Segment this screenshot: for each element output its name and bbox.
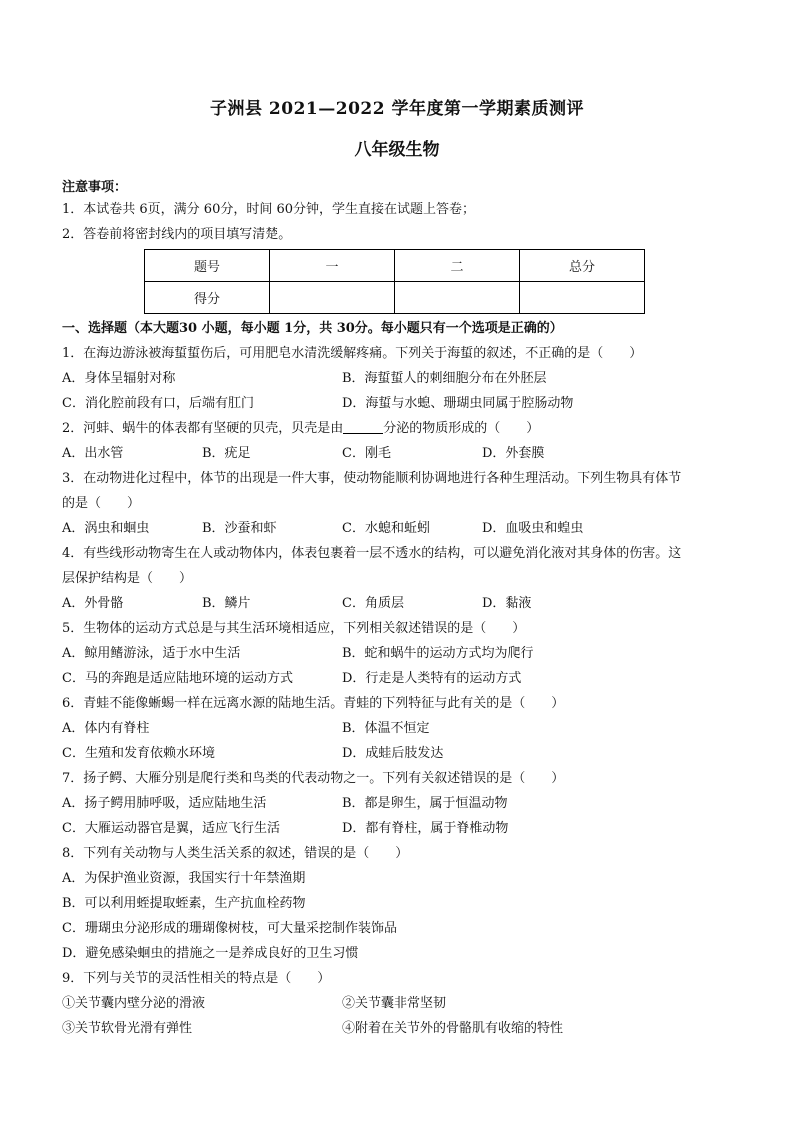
question-stem: 3．在动物进化过程中，体节的出现是一件大事，使动物能顺利协调地进行各种生理活动。下列生物具有体节 (62, 471, 682, 486)
option: D．成蛙后肢发达 (342, 746, 444, 761)
score-header-cell: 总分 (520, 250, 645, 282)
question-stem: 6．青蛙不能像蜥蜴一样在远离水源的陆地生活。青蛙的下列特征与此有关的是（ ） (62, 696, 565, 711)
option: D．血吸虫和蝗虫 (482, 521, 584, 536)
option: C．消化腔前段有口，后端有肛门 (62, 396, 254, 411)
exam-title: 子洲县 2021—2022 学年度第一学期素质测评 (210, 99, 584, 119)
option: B．沙蚕和虾 (202, 521, 277, 536)
option: C．生殖和发育依赖水环境 (62, 746, 215, 761)
option: A．身体呈辐射对称 (62, 371, 176, 386)
option-row (62, 816, 732, 841)
option: A．为保护渔业资源，我国实行十年禁渔期 (62, 871, 306, 886)
notice-heading: 注意事项： (62, 180, 128, 195)
option: C．刚毛 (342, 446, 391, 461)
option: A．外骨骼 (62, 596, 124, 611)
option-row (62, 791, 732, 816)
option: B．可以利用蛭提取蛭素，生产抗血栓药物 (62, 896, 306, 911)
option: C．角质层 (342, 596, 404, 611)
option: D．行走是人类特有的运动方式 (342, 671, 522, 686)
option-row (62, 391, 732, 416)
option-row (62, 741, 732, 766)
option: ①关节囊内壁分泌的滑液 (62, 996, 206, 1011)
option: C．马的奔跑是适应陆地环境的运动方式 (62, 671, 293, 686)
option: B．疣足 (202, 446, 251, 461)
option: B．蛇和蜗牛的运动方式均为爬行 (342, 646, 534, 661)
score-cell[interactable] (270, 282, 395, 314)
option: C．珊瑚虫分泌形成的珊瑚像树枝，可大量采挖制作装饰品 (62, 921, 397, 936)
option: D．外套膜 (482, 446, 545, 461)
score-row-label: 得分 (145, 282, 270, 314)
option: B．海蜇蜇人的刺细胞分布在外胚层 (342, 371, 547, 386)
option-row (62, 716, 732, 741)
answer-blank (343, 419, 383, 434)
option: D．海蜇与水螅、珊瑚虫同属于腔肠动物 (342, 396, 574, 411)
section-heading: 一、选择题（本大题30 小题，每小题 1分，共 30分。每小题只有一个选项是正确的） (62, 321, 563, 336)
score-table-header-row (145, 250, 645, 282)
question-stem: 1．在海边游泳被海蜇蜇伤后，可用肥皂水清洗缓解疼痛。下列关于海蜇的叙述，不正确的是（ ） (62, 346, 643, 361)
question-stem: 7．扬子鳄、大雁分别是爬行类和鸟类的代表动物之一。下列有关叙述错误的是（ ） (62, 771, 565, 786)
question-stem: 4．有些线形动物寄生在人或动物体内，体表包裹着一层不透水的结构，可以避免消化液对其身体的伤害。这 (62, 546, 682, 561)
question-stem: 的是（ ） (62, 496, 141, 511)
score-header-cell: 二 (395, 250, 520, 282)
option: B．都是卵生，属于恒温动物 (342, 796, 508, 811)
question-stem: 5．生物体的运动方式总是与其生活环境相适应，下列相关叙述错误的是（ ） (62, 621, 526, 636)
option: B．鳞片 (202, 596, 251, 611)
option: C．大雁运动器官是翼，适应飞行生活 (62, 821, 280, 836)
option-row (62, 641, 732, 666)
option-row (62, 516, 732, 541)
option-row (62, 441, 732, 466)
option: B．体温不恒定 (342, 721, 430, 736)
option-row (62, 666, 732, 691)
option: A．体内有脊柱 (62, 721, 150, 736)
option: D．黏液 (482, 596, 532, 611)
score-cell[interactable] (520, 282, 645, 314)
option: ③关节软骨光滑有弹性 (62, 1021, 193, 1036)
option-row (62, 366, 732, 391)
stem-part: 分泌的物质形成的（ ） (383, 421, 540, 436)
option-row (62, 991, 732, 1016)
stem-part: 2．河蚌、蜗牛的体表都有坚硬的贝壳，贝壳是由 (62, 421, 344, 436)
score-header-cell: 题号 (145, 250, 270, 282)
question-stem (62, 416, 732, 441)
question-stem: 层保护结构是（ ） (62, 571, 193, 586)
option-row (62, 1016, 732, 1041)
option: ④附着在关节外的骨骼肌有收缩的特性 (342, 1021, 564, 1036)
notice-item: 2．答卷前将密封线内的项目填写清楚。 (62, 227, 292, 242)
exam-page (62, 95, 732, 1041)
score-cell[interactable] (395, 282, 520, 314)
option: C．水螅和蚯蚓 (342, 521, 430, 536)
score-header-cell: 一 (270, 250, 395, 282)
notice-item: 1．本试卷共 6页，满分 60分，时间 60分钟，学生直接在试题上答卷； (62, 202, 476, 217)
question-stem: 9．下列与关节的灵活性相关的特点是（ ） (62, 971, 331, 986)
option-row (62, 591, 732, 616)
option: ②关节囊非常坚韧 (342, 996, 447, 1011)
exam-subtitle: 八年级生物 (354, 140, 440, 160)
option: A．鲸用鳍游泳，适于水中生活 (62, 646, 241, 661)
score-table-score-row (145, 282, 645, 314)
option: D．都有脊柱，属于脊椎动物 (342, 821, 509, 836)
option: A．扬子鳄用肺呼吸，适应陆地生活 (62, 796, 267, 811)
question-stem: 8．下列有关动物与人类生活关系的叙述，错误的是（ ） (62, 846, 409, 861)
option: A．出水管 (62, 446, 124, 461)
score-table (144, 249, 645, 314)
option: A．涡虫和蛔虫 (62, 521, 150, 536)
option: D．避免感染蛔虫的措施之一是养成良好的卫生习惯 (62, 946, 359, 961)
